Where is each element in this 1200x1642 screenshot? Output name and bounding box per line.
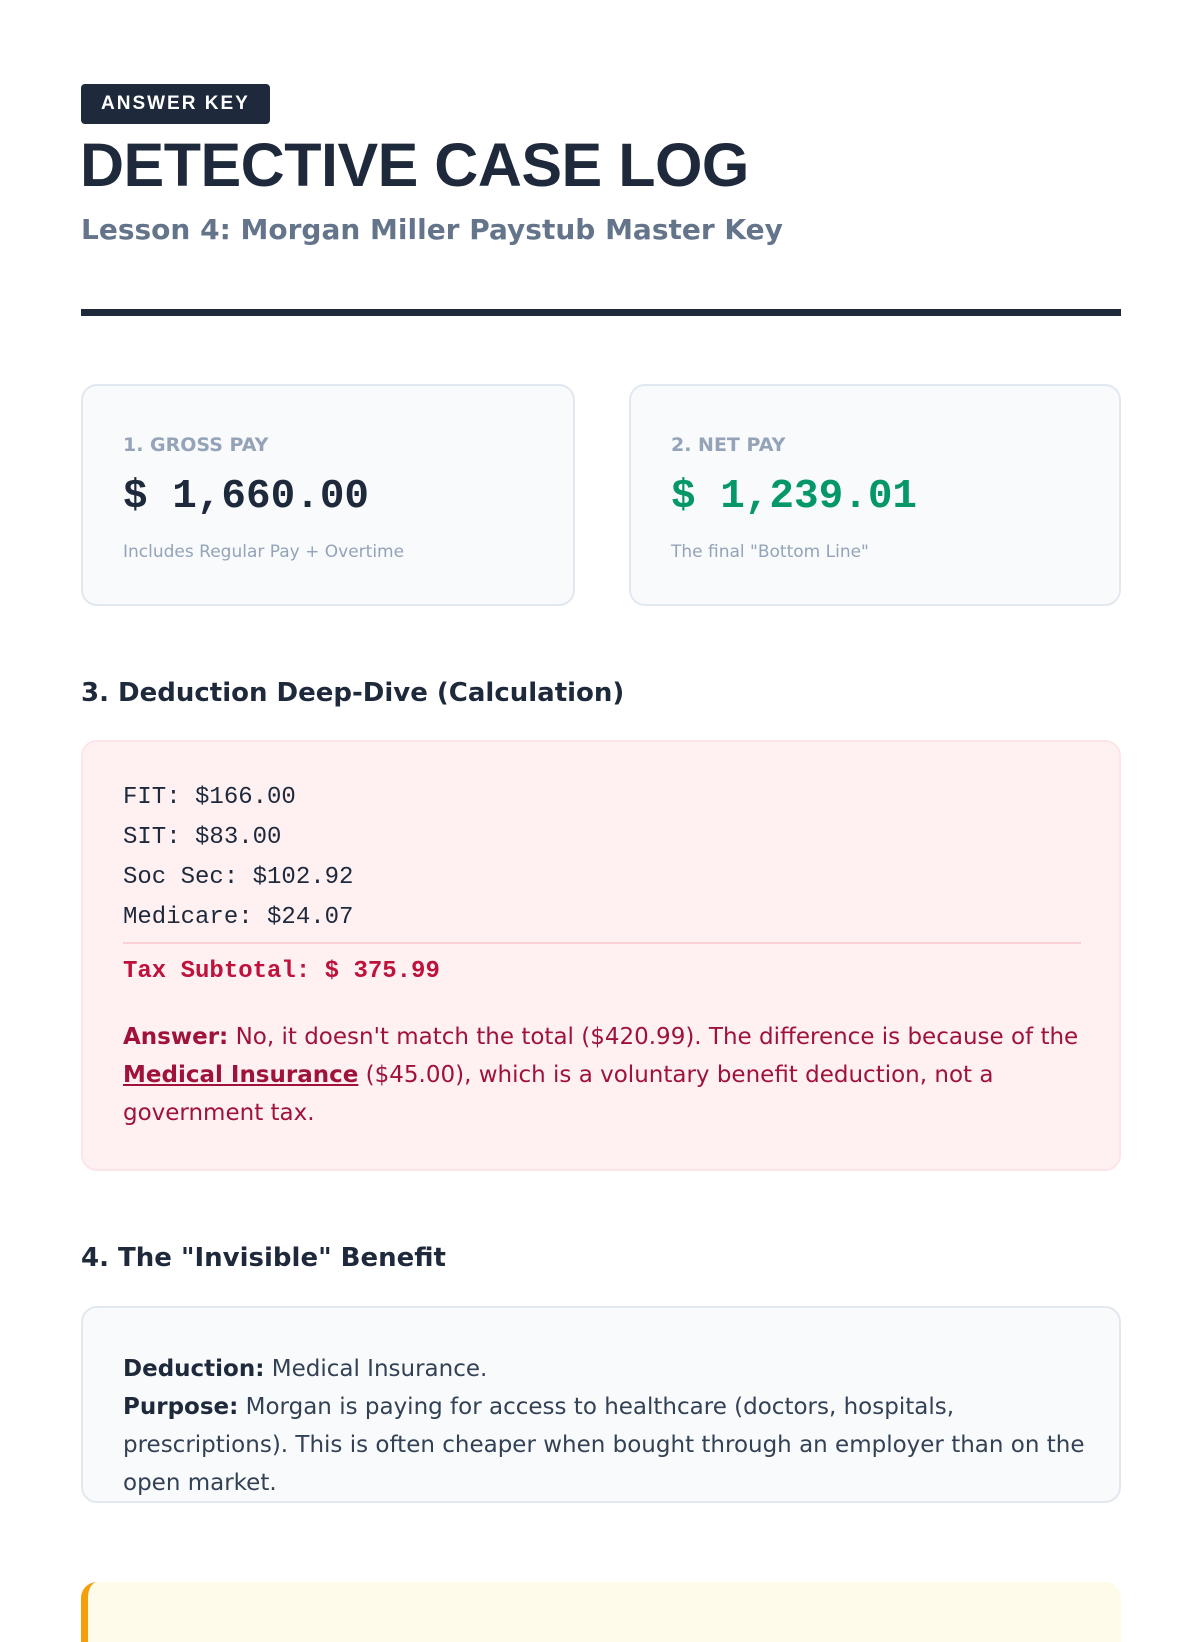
benefit-heading: 4. The "Invisible" Benefit bbox=[81, 1243, 446, 1273]
answer-label: Answer: bbox=[123, 1024, 229, 1050]
answer-key-badge: ANSWER KEY bbox=[81, 84, 270, 124]
benefit-box bbox=[81, 1306, 1121, 1503]
deduction-value: Medical Insurance. bbox=[264, 1356, 488, 1382]
deduction-line-fit: FIT: $166.00 bbox=[123, 784, 296, 811]
deduction-line-soc-sec: Soc Sec: $102.92 bbox=[123, 864, 354, 891]
gross-pay-card bbox=[81, 384, 575, 606]
subtotal-divider bbox=[123, 942, 1081, 944]
deduction-line-medicare: Medicare: $24.07 bbox=[123, 904, 354, 931]
gross-pay-value: $ 1,660.00 bbox=[123, 474, 370, 520]
purpose-value: Morgan is paying for access to healthcare (doctors, hospitals, prescriptions). This is often cheaper when bought through an employer than on the open market. bbox=[123, 1394, 1085, 1496]
gross-pay-label: 1. GROSS PAY bbox=[123, 434, 269, 456]
benefit-details bbox=[123, 1350, 1088, 1502]
deduction-answer bbox=[123, 1018, 1083, 1132]
page-subtitle: Lesson 4: Morgan Miller Paystub Master Key bbox=[81, 213, 783, 246]
medical-insurance-highlight: Medical Insurance bbox=[123, 1062, 359, 1088]
deduction-calculation-box bbox=[81, 740, 1121, 1171]
deduction-label: Deduction: bbox=[123, 1356, 265, 1382]
answer-text-part-1: No, it doesn't match the total ($420.99). The difference is because of the bbox=[228, 1024, 1079, 1050]
net-pay-label: 2. NET PAY bbox=[671, 434, 786, 456]
deduction-list bbox=[123, 778, 353, 938]
deductions-heading: 3. Deduction Deep-Dive (Calculation) bbox=[81, 678, 625, 708]
net-pay-card bbox=[629, 384, 1121, 606]
purpose-label: Purpose: bbox=[123, 1394, 239, 1420]
deduction-line-sit: SIT: $83.00 bbox=[123, 824, 282, 851]
net-pay-note: The final "Bottom Line" bbox=[671, 542, 869, 562]
header-divider bbox=[81, 309, 1121, 316]
net-pay-value: $ 1,239.01 bbox=[671, 474, 918, 520]
tax-subtotal: Tax Subtotal: $ 375.99 bbox=[123, 958, 440, 985]
answer-text-part-2: ($45.00), which is a voluntary benefit deduction, not a government tax. bbox=[123, 1062, 994, 1126]
gross-pay-note: Includes Regular Pay + Overtime bbox=[123, 542, 405, 562]
callout-box bbox=[81, 1582, 1121, 1642]
page-title: DETECTIVE CASE LOG bbox=[80, 131, 749, 199]
